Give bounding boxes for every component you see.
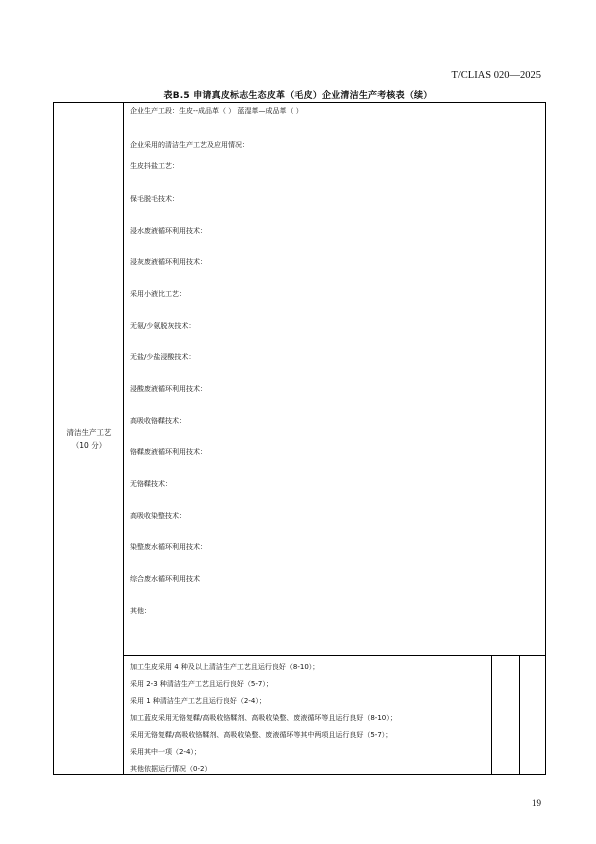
process-line: 高吸收铬鞣技术：: [130, 417, 186, 425]
category-label: [54, 426, 124, 452]
process-line: 企业生产工段：生皮--成品革（ ） 蓝湿革—成品革（ ）: [130, 107, 303, 115]
process-line: 染整废水循环利用技术：: [130, 543, 207, 551]
process-line: 采用小液比工艺：: [130, 290, 186, 298]
criterion-line: 采用其中一项（2-4）；: [130, 748, 201, 756]
process-line: 生皮抖盐工艺：: [130, 162, 179, 170]
process-line: 浸水废液循环利用技术：: [130, 227, 207, 235]
page-number: 19: [532, 798, 541, 808]
process-line: 浸灰废液循环利用技术：: [130, 258, 207, 266]
process-line: 企业采用的清洁生产工艺及应用情况：: [130, 141, 249, 149]
score-cell: [492, 656, 520, 774]
category-score: （10 分）: [71, 441, 107, 450]
criterion-line: 采用 1 种清洁生产工艺且运行良好（2-4）；: [130, 697, 266, 705]
table-title: 表B.5 申请真皮标志生态皮革（毛皮）企业清洁生产考核表（续）: [163, 91, 433, 101]
document-code: T/CLIAS 020—2025: [451, 70, 541, 81]
process-line: 铬鞣废液循环利用技术：: [130, 448, 207, 456]
process-line: 无铬鞣技术：: [130, 480, 172, 488]
process-line: 保毛脱毛技术：: [130, 195, 179, 203]
criterion-line: 其他依据运行情况（0-2）: [130, 765, 212, 773]
scoring-row: [124, 656, 545, 774]
criterion-line: 加工蓝皮采用无铬复鞣/高吸收铬鞣剂、高吸收染整、废液循环等且运行良好（8-10）；: [130, 714, 397, 722]
process-line: 综合废水循环利用技术: [130, 575, 200, 583]
process-line: 无氨/少氨脱灰技术：: [130, 322, 196, 330]
category-cell: [54, 103, 124, 774]
criterion-line: 加工生皮采用 4 种及以上清洁生产工艺且运行良好（8-10）；: [130, 663, 320, 671]
criterion-line: 采用无铬复鞣/高吸收铬鞣剂、高吸收染整、废液循环等其中两项且运行良好（5-7）；: [130, 731, 393, 739]
process-line: 浸酸废液循环利用技术：: [130, 385, 207, 393]
scoring-criteria-cell: [124, 656, 492, 774]
process-list-cell: [124, 103, 545, 656]
assessment-table: [53, 102, 546, 775]
process-line: 其他：: [130, 607, 151, 615]
criterion-line: 采用 2-3 种清洁生产工艺且运行良好（5-7）；: [130, 680, 273, 688]
category-name: 清洁生产工艺: [66, 428, 112, 437]
process-line: 无盐/少盐浸酸技术：: [130, 353, 196, 361]
process-line: 高吸收染整技术：: [130, 512, 186, 520]
